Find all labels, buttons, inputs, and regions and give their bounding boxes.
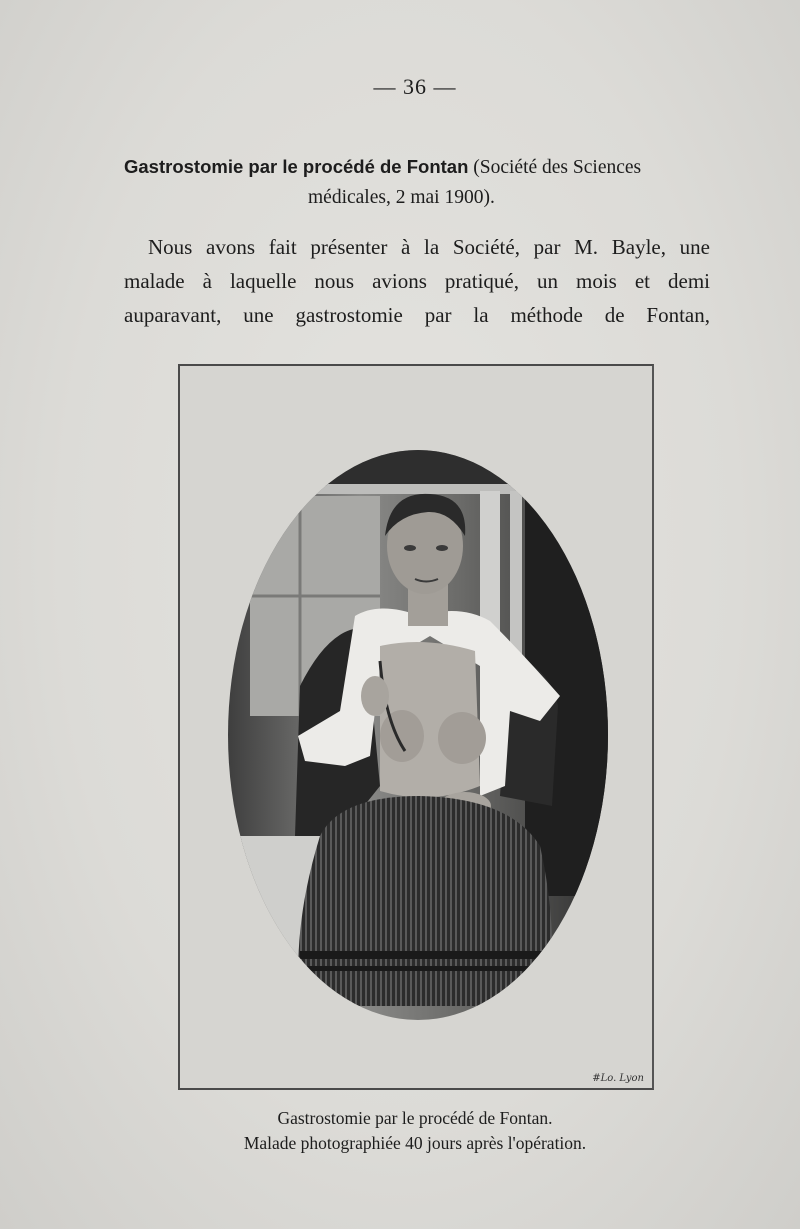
- body-line: Nous avons fait présenter à la Société, par M. Bayle, une: [148, 235, 710, 259]
- caption-line: Gastrostomie par le procédé de Fontan.: [277, 1108, 553, 1128]
- caption-line: Malade photographiée 40 jours après l'opération.: [243, 1133, 587, 1153]
- body-paragraph: [124, 230, 710, 332]
- engraver-mark: #Lo. Lyon: [592, 1073, 644, 1084]
- photo-vignette: [220, 446, 620, 1026]
- patient-photograph: [180, 366, 652, 1088]
- body-line: auparavant, une gastrostomie par la méthode de Fontan,: [124, 303, 710, 327]
- photo-plate: [178, 364, 654, 1090]
- body-line: malade à laquelle nous avions pratiqué, un mois et demi: [124, 269, 710, 293]
- figure-caption: [0, 1106, 800, 1156]
- page-number: — 36 —: [373, 74, 457, 99]
- heading-title: Gastrostomie par le procédé de Fontan: [124, 156, 469, 177]
- heading-source-line1: (Société des Sciences: [468, 157, 642, 178]
- heading-source-line2: médicales, 2 mai 1900).: [308, 187, 495, 208]
- section-heading: [124, 152, 714, 213]
